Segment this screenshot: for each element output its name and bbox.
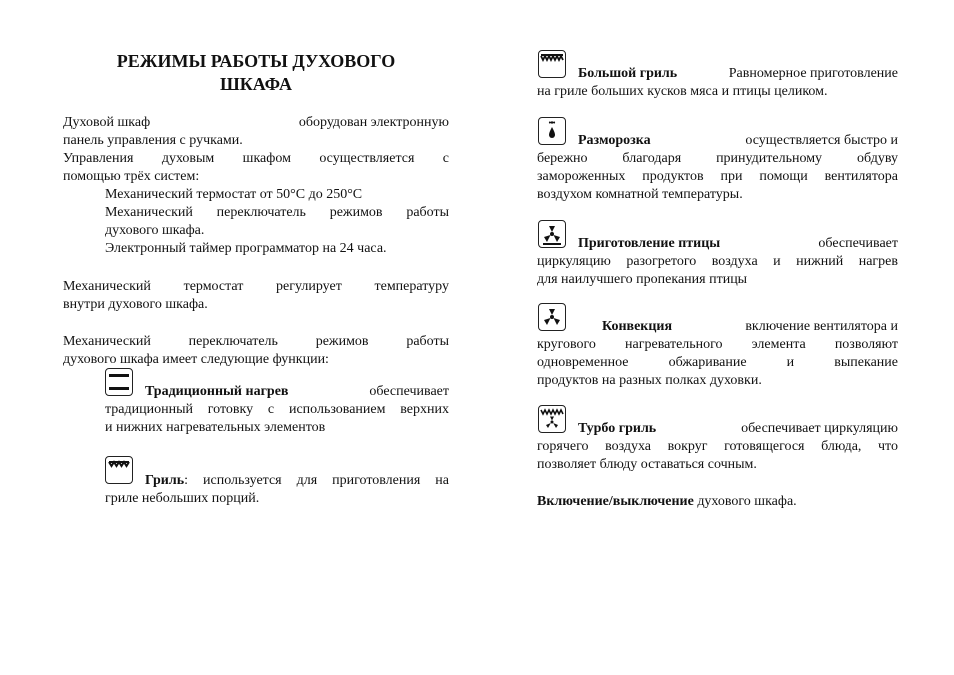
mode-defrost-name: Разморозка bbox=[578, 133, 651, 148]
mode-defrost-text: осуществляется быстро и bbox=[745, 133, 898, 148]
mode-defrost-text: бережно благодаря принудительному обдуву bbox=[537, 151, 898, 166]
page-title bbox=[63, 50, 449, 96]
mode-grill-name: Гриль bbox=[145, 473, 185, 488]
mode-defrost bbox=[537, 132, 898, 204]
mode-traditional bbox=[105, 383, 449, 437]
control-text: помощью трёх систем: bbox=[63, 169, 200, 184]
thermostat-text: Механический термостат регулирует температуру bbox=[63, 279, 449, 294]
intro-text: оборудован электронную bbox=[298, 115, 449, 130]
mode-defrost-text: замороженных продуктов при помощи вентилятора bbox=[537, 169, 898, 184]
mode-grill-text: гриле небольших порций. bbox=[105, 491, 260, 506]
thermostat-paragraph bbox=[63, 278, 449, 314]
mode-on-off-text: духового шкафа. bbox=[693, 494, 797, 509]
mode-defrost-text: воздухом комнатной температуры. bbox=[537, 187, 743, 202]
page-title-line-2: ШКАФА bbox=[219, 74, 292, 94]
mode-traditional-name: Традиционный нагрев bbox=[145, 384, 289, 399]
control-systems-paragraph bbox=[63, 150, 449, 186]
mode-convection-text: включение вентилятора и bbox=[745, 319, 898, 334]
page-title-line-1: РЕЖИМЫ РАБОТЫ ДУХОВОГО bbox=[116, 51, 396, 71]
mode-turbo-grill bbox=[537, 420, 898, 474]
control-text: Управления духовым шкафом осуществляется с bbox=[63, 151, 449, 166]
mode-convection-text: кругового нагревательного элемента позволяют bbox=[537, 337, 898, 352]
system-item-switch-cont: духового шкафа. bbox=[105, 223, 205, 238]
mode-traditional-text: обеспечивает bbox=[369, 384, 449, 399]
mode-traditional-text: и нижних нагревательных элементов bbox=[105, 420, 326, 435]
thermostat-text: внутри духового шкафа. bbox=[63, 297, 208, 312]
mode-poultry-text: для наилучшего пропекания птицы bbox=[537, 272, 748, 287]
mode-convection-name: Конвекция bbox=[602, 319, 673, 334]
mode-convection-text: одновременное обжаривание и выпекание bbox=[537, 355, 898, 370]
switch-paragraph bbox=[63, 333, 449, 369]
system-item-timer: Электронный таймер программатор на 24 часа. bbox=[105, 241, 387, 256]
system-item-thermostat: Механический термостат от 50°C до 250°C bbox=[105, 187, 363, 202]
mode-on-off bbox=[537, 493, 898, 511]
system-item-switch: Механический переключатель режимов работы bbox=[105, 205, 449, 220]
switch-text: Механический переключатель режимов работы bbox=[63, 334, 449, 349]
intro-paragraph bbox=[63, 114, 449, 150]
mode-on-off-name: Включение/выключение bbox=[537, 494, 694, 509]
switch-text: духового шкафа имеет следующие функции: bbox=[63, 352, 329, 367]
mode-grill bbox=[105, 472, 449, 508]
mode-poultry-text: циркуляцию разогретого воздуха и нижний нагрев bbox=[537, 254, 898, 269]
mode-poultry bbox=[537, 235, 898, 289]
intro-text: панель управления с ручками. bbox=[63, 133, 243, 148]
mode-turbo-grill-text: обеспечивает циркуляцию bbox=[741, 421, 898, 436]
mode-big-grill-text: на гриле больших кусков мяса и птицы целиком. bbox=[537, 84, 828, 99]
mode-big-grill bbox=[537, 65, 898, 101]
mode-turbo-grill-text: позволяет блюду оставаться сочным. bbox=[537, 457, 757, 472]
mode-poultry-name: Приготовление птицы bbox=[578, 236, 721, 251]
mode-grill-text: : используется для приготовления на bbox=[184, 473, 449, 488]
mode-big-grill-text: Равномерное приготовление bbox=[728, 66, 898, 81]
mode-poultry-text: обеспечивает bbox=[818, 236, 898, 251]
mode-convection bbox=[537, 318, 898, 390]
system-list bbox=[105, 186, 449, 258]
mode-turbo-grill-text: горячего воздуха вокруг готовящегося блюда, что bbox=[537, 439, 898, 454]
mode-big-grill-name: Большой гриль bbox=[578, 66, 678, 81]
intro-text: Духовой шкаф bbox=[63, 115, 151, 130]
mode-convection-text: продуктов на разных полках духовки. bbox=[537, 373, 762, 388]
mode-turbo-grill-name: Турбо гриль bbox=[578, 421, 657, 436]
mode-traditional-text: традиционный готовку с использованием верхних bbox=[105, 402, 449, 417]
